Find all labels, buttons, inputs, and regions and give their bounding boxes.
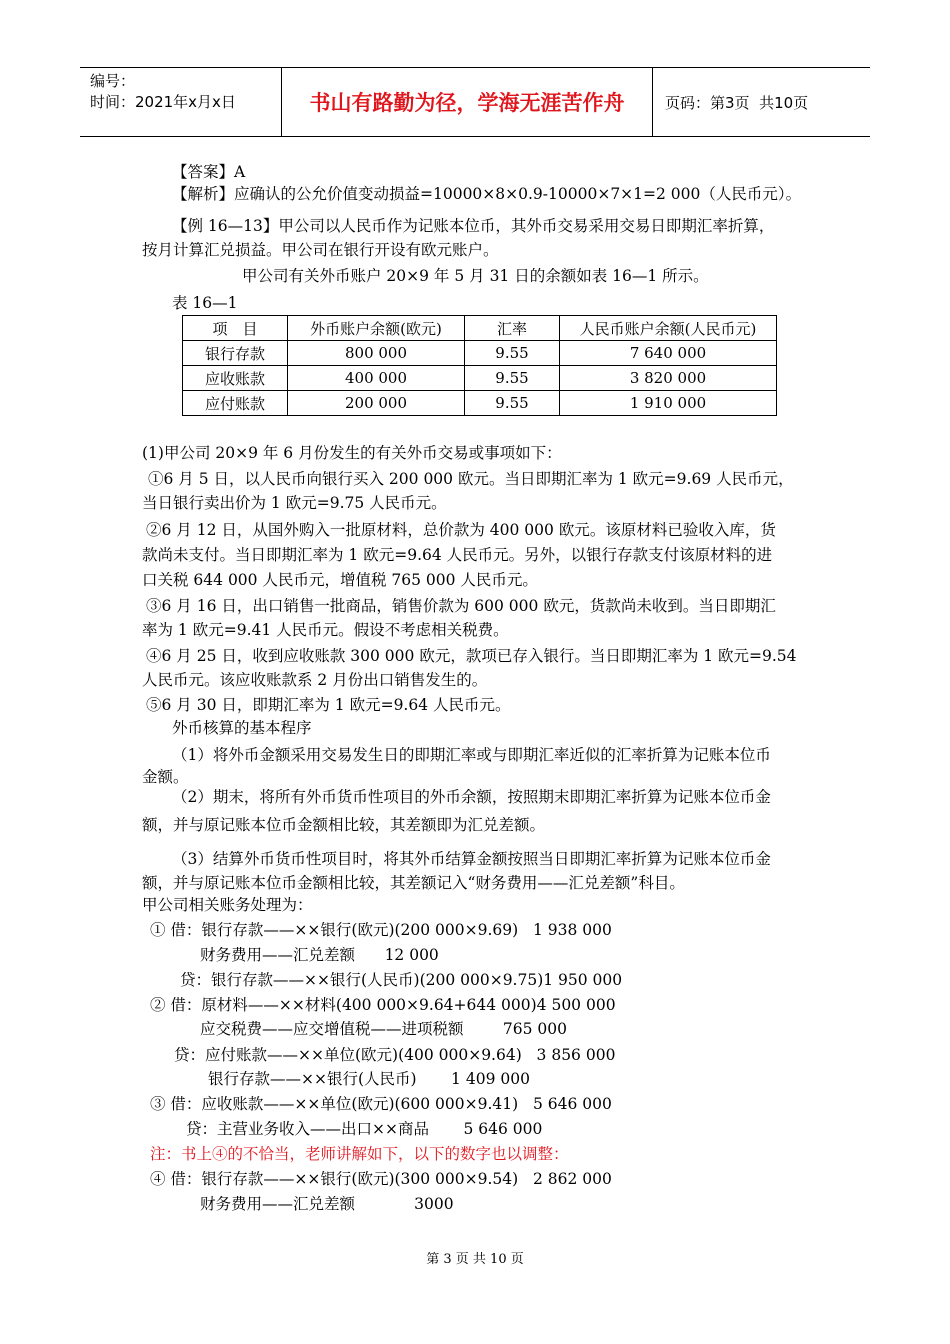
body-line: 率为 1 欧元=9.41 人民币元。假设不考虑相关税费。 — [142, 621, 509, 639]
header-info — [80, 68, 282, 136]
journal-entry-line: 银行存款——××银行(人民币) 1 409 000 — [208, 1070, 530, 1088]
table-header-cell: 汇率 — [465, 316, 560, 341]
table-cell: 9.55 — [465, 341, 560, 366]
table-header-cell: 外币账户余额(欧元) — [288, 316, 465, 341]
teacher-note: 注：书上④的不恰当，老师讲解如下，以下的数字也以调整： — [150, 1145, 569, 1163]
journal-entry-line: 财务费用——汇兑差额 3000 — [200, 1195, 454, 1213]
table-cell: 应收账款 — [183, 366, 288, 391]
body-line: (1)甲公司 20×9 年 6 月份发生的有关外币交易或事项如下： — [142, 444, 562, 462]
table-caption: 表 16—1 — [172, 294, 238, 312]
analysis-line: 【解析】应确认的公允价值变动损益=10000×8×0.9-10000×7×1=2 000（人民币元）。 — [172, 185, 802, 203]
body-line: 金额。 — [142, 768, 189, 786]
table-cell: 9.55 — [465, 391, 560, 416]
table-row — [183, 391, 777, 416]
body-line: 额，并与原记账本位币金额相比较，其差额记入“财务费用——汇兑差额”科目。 — [142, 874, 685, 892]
balance-table — [182, 315, 777, 416]
body-line: （1）将外币金额采用交易发生日的即期汇率或与即期汇率近似的汇率折算为记账本位币 — [172, 746, 771, 764]
header-page-info — [653, 68, 870, 136]
table-cell: 7 640 000 — [560, 341, 777, 366]
table-cell: 200 000 — [288, 391, 465, 416]
journal-entry-line: 财务费用——汇兑差额 12 000 — [200, 946, 439, 964]
table-row — [183, 341, 777, 366]
body-line: 当日银行卖出价为 1 欧元=9.75 人民币元。 — [142, 494, 447, 512]
body-line: 额，并与原记账本位币金额相比较，其差额即为汇兑差额。 — [142, 816, 546, 834]
table-header-row — [183, 316, 777, 341]
journal-entry-line: 贷：应付账款——××单位(欧元)(400 000×9.64) 3 856 000 — [174, 1046, 616, 1064]
body-line: （2）期末，将所有外币货币性项目的外币余额，按照期末即期汇率折算为记账本位币金 — [172, 788, 771, 806]
body-line: 人民币元。该应收账款系 2 月份出口销售发生的。 — [142, 671, 488, 689]
journal-entry-line: 贷：主营业务收入——出口××商品 5 646 000 — [186, 1120, 543, 1138]
table-row — [183, 366, 777, 391]
journal-entry-line: ③ 借：应收账款——××单位(欧元)(600 000×9.41) 5 646 000 — [150, 1095, 612, 1113]
journal-entry-line: ④ 借：银行存款——××银行(欧元)(300 000×9.54) 2 862 000 — [150, 1170, 612, 1188]
body-line: 口关税 644 000 人民币元，增值税 765 000 人民币元。 — [142, 571, 538, 589]
section-title: 外币核算的基本程序 — [172, 719, 312, 737]
journal-entry-line: ② 借：原材料——××材料(400 000×9.64+644 000)4 500 000 — [150, 996, 616, 1014]
body-line: 款尚未支付。当日即期汇率为 1 欧元=9.64 人民币元。另外，以银行存款支付该原材料的进 — [142, 546, 773, 564]
header-page-label: 页码：第3页 共10页 — [665, 93, 809, 112]
document-number-label: 编号： — [90, 72, 136, 90]
table-cell: 银行存款 — [183, 341, 288, 366]
table-cell: 9.55 — [465, 366, 560, 391]
journal-entry-line: 应交税费——应交增值税——进项税额 765 000 — [200, 1020, 568, 1038]
body-line: ①6 月 5 日，以人民币向银行买入 200 000 欧元。当日即期汇率为 1 欧元=9.69 人民币元， — [148, 470, 794, 488]
table-cell: 1 910 000 — [560, 391, 777, 416]
table-header-cell: 人民币账户余额(人民币元) — [560, 316, 777, 341]
body-line: 甲公司相关账务处理为： — [142, 896, 313, 914]
table-cell: 400 000 — [288, 366, 465, 391]
page-footer: 第 3 页 共 10 页 — [426, 1252, 524, 1267]
example-text: 按月计算汇兑损益。甲公司在银行开设有欧元账户。 — [142, 241, 499, 259]
journal-entry-line: ① 借：银行存款——××银行(欧元)(200 000×9.69) 1 938 000 — [150, 921, 612, 939]
table-cell: 应付账款 — [183, 391, 288, 416]
table-cell: 800 000 — [288, 341, 465, 366]
document-date-label: 时间：2021年x月x日 — [90, 93, 236, 111]
body-line: ②6 月 12 日，从国外购入一批原材料，总价款为 400 000 欧元。该原材料已验收入库，货 — [146, 521, 776, 539]
table-intro: 甲公司有关外币账户 20×9 年 5 月 31 日的余额如表 16—1 所示。 — [242, 267, 709, 285]
header-motto: 书山有路勤为径，学海无涯苦作舟 — [282, 68, 653, 136]
example-heading: 【例 16—13】甲公司以人民币作为记账本位币，其外币交易采用交易日即期汇率折算， — [172, 217, 775, 235]
table-cell: 3 820 000 — [560, 366, 777, 391]
body-line: （3）结算外币货币性项目时，将其外币结算金额按照当日即期汇率折算为记账本位币金 — [172, 850, 771, 868]
body-line: ④6 月 25 日，收到应收账款 300 000 欧元，款项已存入银行。当日即期汇率为 1 欧元=9.54 — [146, 647, 797, 665]
table-header-cell: 项 目 — [183, 316, 288, 341]
journal-entry-line: 贷：银行存款——××银行(人民币)(200 000×9.75)1 950 000 — [180, 971, 623, 989]
answer-line: 【答案】A — [172, 163, 246, 181]
body-line: ⑤6 月 30 日，即期汇率为 1 欧元=9.64 人民币元。 — [146, 696, 511, 714]
page-header — [80, 67, 870, 137]
body-line: ③6 月 16 日，出口销售一批商品，销售价款为 600 000 欧元，货款尚未收到。当日即期汇 — [146, 597, 776, 615]
